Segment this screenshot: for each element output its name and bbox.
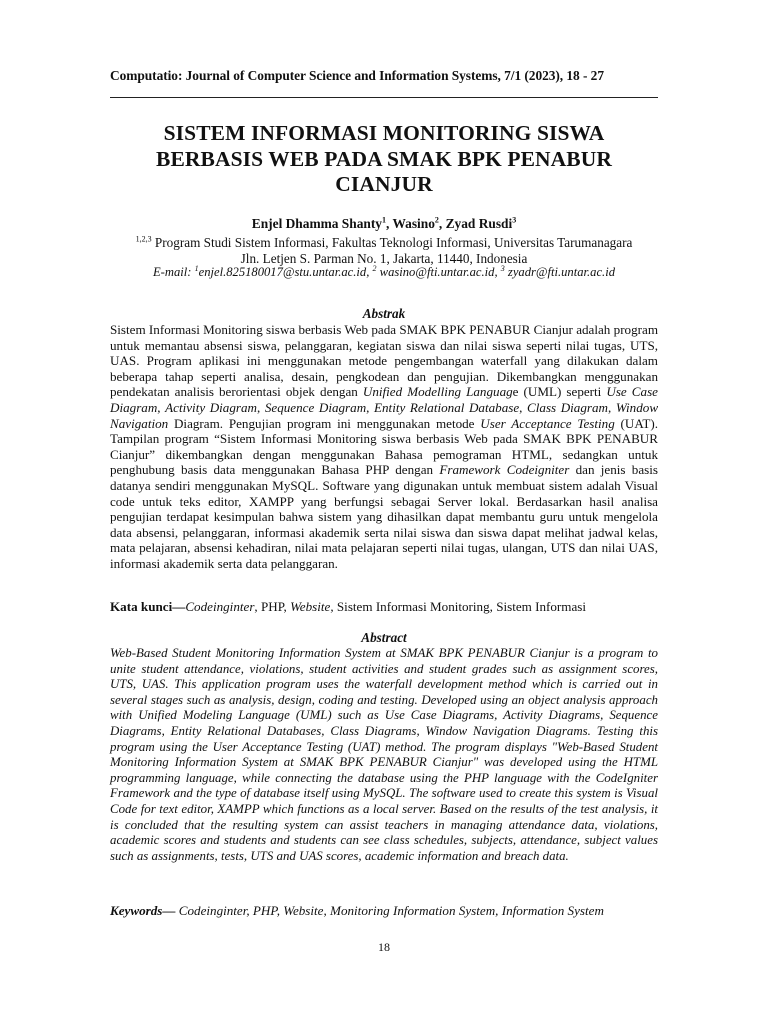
abstrak-segment: Framework Codeigniter bbox=[439, 462, 570, 478]
email-address: enjel.825180017@stu.untar.ac.id bbox=[198, 265, 367, 279]
header-divider bbox=[110, 97, 658, 98]
email-address: wasino@fti.untar.ac.id bbox=[376, 265, 495, 279]
kata-kunci-line bbox=[110, 599, 658, 615]
author-separator: , bbox=[386, 216, 393, 231]
abstrak-segment: Unified Modelling Languag bbox=[362, 384, 513, 400]
affiliation-text: Program Studi Sistem Informasi, Fakultas Teknologi Informasi, Universitas Tarumanagara bbox=[151, 235, 633, 250]
abstrak-segment: , bbox=[257, 399, 265, 415]
author-superscript: 3 bbox=[512, 215, 517, 225]
title-line: BERBASIS WEB PADA SMAK BPK PENABUR bbox=[156, 146, 612, 171]
author-separator: , bbox=[438, 216, 446, 231]
author-name: Enjel Dhamma Shanty bbox=[251, 216, 382, 231]
author-list bbox=[110, 216, 658, 232]
running-header: Computatio: Journal of Computer Science and Information Systems, 7/1 (2023), 18 - 27 bbox=[110, 68, 604, 83]
email-separator: , bbox=[494, 265, 501, 279]
email-superscript: 3 bbox=[500, 263, 505, 273]
affiliation-address: Jln. Letjen S. Parman No. 1, Jakarta, 11440, Indonesia bbox=[240, 250, 528, 266]
kata-kunci-terms bbox=[185, 599, 586, 614]
title-line: CIANJUR bbox=[335, 172, 433, 196]
email-superscript: 2 bbox=[372, 263, 377, 273]
email-address: zyadr@fti.untar.ac.id bbox=[504, 265, 616, 279]
abstract-body: Web-Based Student Monitoring Information System at SMAK BPK PENABUR Cianjur is a program to unite student attendance, violations, student activities and student grades such as assignment scores, UTS, UAS. This application program uses the waterfall development method which is carried out in several stages such as analysis, design, coding and testing. Developed using an object analysis approach with Unified Modeling Language (UML) such as Use Case Diagrams, Activity Diagrams, Sequence Diagrams, Entity Relational Databases, Class Diagrams, Window Navigation Diagrams. Testing this program using the User Acceptance Testing (UAT) method. The program displays "Web-Based Student Monitoring Information System at SMAK BPK PENABUR Cianjur" was developed using the HTML programming language, while connecting the database using the PHP language with the CodeIgniter Framework and the type of database itself using MySQL. The software used to create this system is Visual Code for text editor, XAMPP which functions as a local server. Based on the results of the test analysis, it is concluded that the resulting system can assist teachers in managing attendance data, violations, academic scores and students and students can see class schedules, subjects, attendance, subject values such as assignments, tests, UTS and UAS scores, academic information and breach data. bbox=[110, 646, 658, 863]
paper-title bbox=[110, 121, 658, 198]
abstrak-segment: Use Case Diagram bbox=[110, 384, 658, 415]
email-line bbox=[110, 265, 658, 280]
affiliation-line bbox=[110, 235, 658, 251]
abstrak-body bbox=[110, 322, 658, 572]
keywords-line bbox=[110, 903, 658, 919]
abstrak-segment: e (UML) seperti bbox=[512, 384, 607, 400]
email-label: E-mail: bbox=[152, 265, 195, 279]
author-name: Wasino bbox=[392, 216, 435, 231]
keywords-label: Keywords— bbox=[110, 903, 176, 918]
author-superscript: 2 bbox=[434, 215, 439, 225]
abstrak-segment: Class Diagram bbox=[527, 399, 608, 415]
abstrak-segment: , bbox=[157, 399, 166, 415]
kata-kunci-segment: , PHP, bbox=[254, 599, 291, 614]
abstrak-segment: dan jenis basis datanya sendiri menggunakan MySQL. Software yang digunakan untuk membuat sistem adalah Visual code untuk teks editor, XAMPP yang berfungsi sebagai Server lokal. Berdasarkan hasil analisa pengujian terdapat kesimpulan bahwa sistem yang dihasilkan dapat membantu guru untuk mengelola data absensi, pelanggaran, informasi akademik serta nilai siswa dan siswa dapat melihat jadwal kelas, mata pelajaran, absensi kehadiran, nilai mata pelajaran seperti nilai tugas, ulangan, UTS dan nilai UAS, informasi akademik serta data pelanggaran. bbox=[110, 462, 658, 571]
abstrak-segment: Entity Relational Database bbox=[374, 399, 520, 415]
kata-kunci-segment: Website, bbox=[290, 599, 334, 614]
abstrak-segment: Window Navigation bbox=[110, 399, 659, 431]
abstrak-segment: User Acceptance Testing bbox=[480, 415, 615, 431]
abstract-heading: Abstract bbox=[361, 630, 407, 645]
email-superscript: 1 bbox=[194, 263, 199, 273]
keywords-terms: Codeinginter, PHP, Website, Monitoring Information System, Information System bbox=[175, 903, 604, 918]
email-separator: , bbox=[366, 265, 373, 279]
affiliation bbox=[110, 235, 658, 266]
abstrak-segment: , bbox=[366, 399, 375, 415]
kata-kunci-label: Kata kunci— bbox=[110, 599, 186, 614]
abstrak-segment: Sistem Informasi Monitoring siswa berbasis Web pada SMAK BPK PENABUR Cianjur adalah program untuk memantau absensi siswa, pelanggaran, kegiatan siswa dan nilai siswa seperti nilai tugas, UTS, UAS. Program aplikasi ini menggunakan metode pengembangan waterfall yang dilakukan dalam beberapa tahap seperti analisa, desain, pengkodean dan pengujian. Dikembangkan menggunakan pendekatan analisis berorientasi objek dengan bbox=[110, 322, 658, 400]
title-line: SISTEM INFORMASI MONITORING SISWA bbox=[163, 121, 605, 145]
kata-kunci-segment: Codeinginter bbox=[185, 599, 255, 614]
page-number: 18 bbox=[378, 940, 390, 954]
affiliation-superscript: 1,2,3 bbox=[135, 234, 152, 244]
abstrak-segment: , bbox=[608, 399, 616, 415]
abstrak-segment: (UAT). Tampilan program “Sistem Informasi Monitoring siswa berbasis Web pada SMAK BPK PENABUR Cianjur” dikembangkan dengan menggunakan Bahasa pemograman HTML, sedangkan untuk penghubung basis data menggunakan Bahasa PHP dengan bbox=[110, 415, 658, 478]
abstrak-segment: Diagram. Pengujian program ini menggunakan metode bbox=[168, 415, 481, 431]
author-name: Zyad Rusdi bbox=[445, 216, 513, 231]
abstrak-segment: Sequence Diagram bbox=[264, 399, 367, 415]
abstrak-segment: Activity Diagram bbox=[165, 399, 257, 415]
abstrak-segment: , bbox=[519, 399, 528, 415]
author-superscript: 1 bbox=[382, 215, 386, 225]
abstrak-heading: Abstrak bbox=[362, 306, 406, 321]
kata-kunci-segment: Sistem Informasi Monitoring, Sistem Informasi bbox=[333, 599, 587, 614]
